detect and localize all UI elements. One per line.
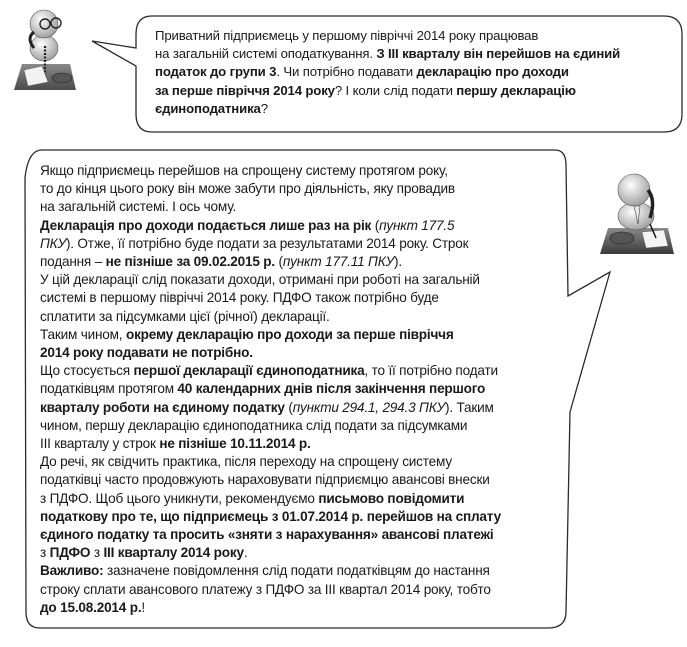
bold-text: Декларація про доходи подається лише раз на рік	[40, 217, 372, 233]
text-run: з ПДФО. Щоб цього уникнути, рекомендуємо	[40, 490, 319, 506]
text-run: сплатити за підсумками цієї (річної) декларації.	[40, 308, 330, 324]
person-with-glasses-on-phone-icon	[12, 4, 76, 92]
bold-text: окрему декларацію про доходи за перше півріччя	[125, 326, 454, 342]
bold-text: першої декларації єдиноподатника	[133, 363, 365, 379]
bold-text: кварталу роботи на єдиному податку	[40, 399, 285, 415]
bold-text: декларацію про доходи	[416, 64, 569, 80]
answer-paragraph	[40, 217, 560, 272]
italic-reference: пункт 177.11 ПКУ	[282, 254, 395, 270]
text-run: на загальній системі оподаткування.	[155, 46, 377, 62]
text-run: строку сплати авансового платежу з ПДФО за III квартал 2014 року, тобто	[40, 581, 491, 597]
italic-reference: пункти 294.1, 294.3 ПКУ	[292, 399, 445, 415]
answer-paragraph	[40, 326, 560, 362]
person-on-phone-icon	[598, 172, 676, 256]
text-run: чином, першу декларацію єдиноподатника слід подати за підсумками	[40, 417, 468, 433]
text-run: системі в першому півріччі 2014 року. ПДФО також потрібно буде	[40, 290, 439, 306]
text-run: До речі, як свідчить практика, після переходу на спрощену систему	[40, 454, 452, 470]
bold-text: до 15.08.2014 р.	[40, 599, 142, 615]
text-run: зазначене повідомлення слід подати податківцям до настання	[103, 563, 490, 579]
bold-text: податкову про те, що підприємець з 01.07.2014 р. перейшов на сплату	[40, 508, 501, 524]
text-run: , то її потрібно подати	[364, 363, 498, 379]
text-run: на загальній системі. І ось чому.	[40, 199, 237, 215]
text-run: Що стосується	[40, 363, 134, 379]
text-run: .	[243, 545, 248, 561]
bold-text: письмово повідомити	[318, 490, 465, 506]
text-run: то до кінця цього року він може забути про діяльність, яку провадив	[40, 181, 455, 197]
bold-text: III кварталу 2014 року	[103, 545, 244, 561]
text-run: III кварталу у строк	[40, 436, 160, 452]
text-run: Приватний підприємець у першому півріччі 2014 року працював	[155, 28, 539, 43]
text-run: з	[90, 545, 104, 561]
answer-paragraph	[40, 362, 560, 453]
bold-text: ПДФО	[49, 545, 91, 561]
answer-paragraph	[40, 562, 560, 617]
bold-text: не пізніше за 09.02.2015 р.	[105, 254, 275, 270]
text-run: ). Таким	[445, 399, 494, 415]
text-run: (	[371, 217, 380, 233]
italic-reference: ПКУ	[40, 235, 66, 251]
text-run: !	[141, 599, 145, 615]
text-run: (	[274, 254, 283, 270]
bold-text: податок до групи 3	[155, 64, 277, 80]
answer-text	[40, 162, 560, 617]
bold-text: першу декларацію	[456, 82, 576, 98]
bold-text: 40 календарних днів після закінчення першого	[177, 381, 486, 397]
answer-paragraph	[40, 271, 560, 326]
text-run: ?	[260, 100, 268, 116]
bold-text: 2014 року подавати не потрібно.	[40, 345, 253, 361]
bold-text: Важливо:	[40, 563, 104, 579]
bold-text: за перше півріччя 2014 року	[155, 82, 335, 98]
italic-reference: пункт 177.5	[379, 217, 455, 233]
bold-text: З III кварталу він перейшов на єдиний	[376, 46, 621, 62]
answer-paragraph	[40, 453, 560, 562]
text-run: ).	[394, 254, 402, 270]
text-run: ). Отже, її потрібно буде подати за результатами 2014 року. Строк	[65, 235, 469, 251]
text-run: податківцям протягом	[40, 381, 178, 397]
bold-text: єдиного податку та просить «зняти з нарахування» авансові платежі	[40, 527, 494, 543]
text-run: податківці часто продовжують нараховувати підприємцю авансові внески	[40, 472, 490, 488]
text-run: У цій декларації слід показати доходи, отримані при роботі на загальній	[40, 272, 480, 288]
bold-text: єдиноподатника	[155, 100, 261, 116]
text-run: . Чи потрібно подавати	[276, 64, 417, 80]
text-run: (	[284, 399, 293, 415]
text-run: Таким чином,	[40, 326, 126, 342]
answer-paragraph	[40, 162, 560, 217]
text-run: з	[40, 545, 50, 561]
question-text	[155, 27, 675, 118]
text-run: ? І коли слід подати	[334, 82, 457, 98]
bold-text: не пізніше 10.11.2014 р.	[159, 436, 311, 452]
text-run: Якщо підприємець перейшов на спрощену систему протягом року,	[40, 163, 448, 178]
text-run: подання –	[40, 254, 106, 270]
